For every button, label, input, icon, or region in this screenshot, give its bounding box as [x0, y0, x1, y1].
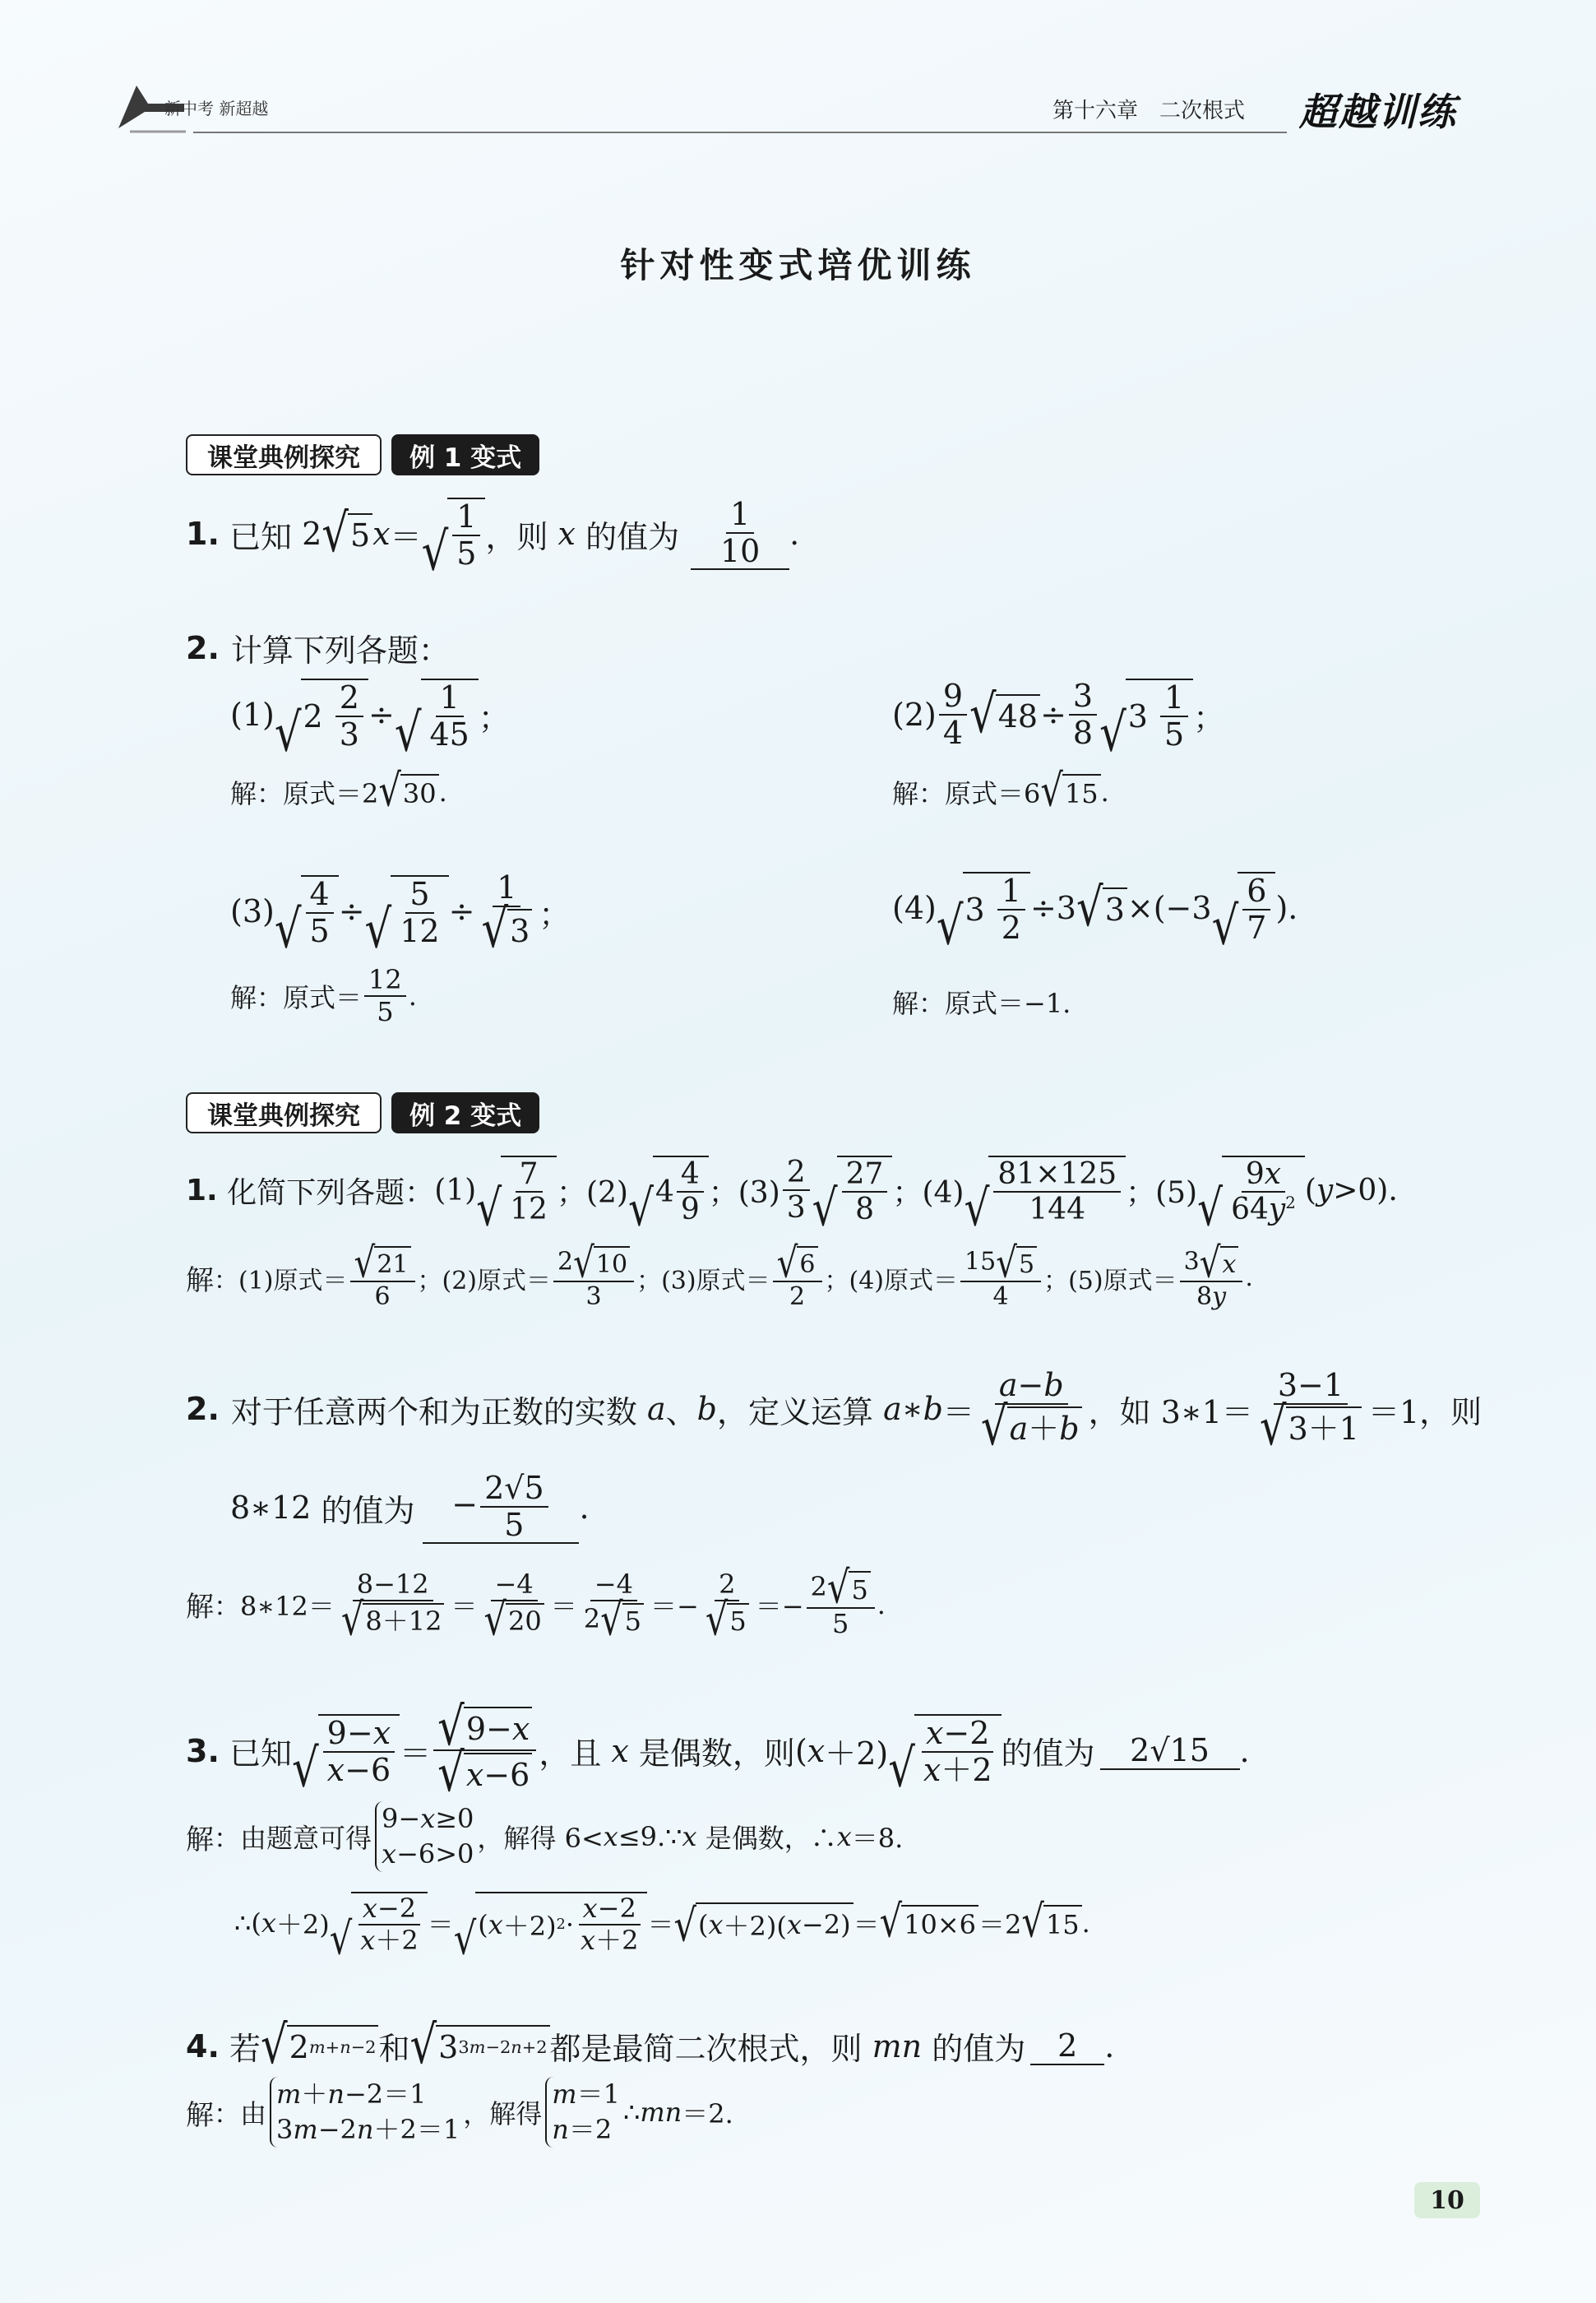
section-tag-label: 课堂典例探究 [186, 434, 382, 475]
question-number: 2. [186, 1391, 220, 1428]
answer-value: 2 [1057, 2027, 1078, 2064]
s2-question-3: 3. 已知 √ $\frac{9-x}{x-6}$ ＝ √ 9− x √ x −6 ，且 x 是偶数，则 ( x ＋2) √ $\frac{x-2}{x+2}$ 的值为 2√15 . [186, 1696, 1250, 1805]
s2-question-2-cont: 8∗12 的值为 − $\frac{2√5}{5}$ . [230, 1470, 590, 1543]
s1-q2-solution-3: 解：原式＝ $\frac{12}{5}$ . [230, 964, 417, 1027]
s2-question-1: 1. 化简下列各题： (1) √ $\frac{7}{12}$ ；(2) √ 4 $\frac{4}{9}$ ；(3) $\frac{2}{3}$ √ $\frac{27}{8}$ ；(4) √ $\frac{81\times 125}{144}$ ；(5) √ $\frac{9x}{64y^2}$ ( y >0). [186, 1156, 1398, 1238]
solution-root: 30 [400, 774, 439, 809]
section-tag-example-1 [186, 434, 539, 475]
s2-question-2: 2. 对于任意两个和为正数的实数 a 、 b ，定义运算 a ∗ b ＝ a−b √ a ＋ b ，如 3∗1＝ 3−1 √ 3＋1 ＝1 ，则 [186, 1367, 1483, 1458]
header-brand: 新中考 新超越 [164, 99, 269, 118]
solution-numerator: 12 [364, 966, 406, 997]
section-tag-variant: 例 1 变式 [391, 434, 539, 475]
answer-denominator: 10 [719, 532, 761, 569]
s1-question-1: 1. 已知 2 √ 5 x ＝ √ $\frac{1}{5}$ ，则 x 的值为 $\frac{1}{10}$ . [186, 496, 800, 584]
answer-denominator: 5 [504, 1506, 525, 1543]
question-number: 4. [186, 2027, 220, 2064]
s1-q2-part-3: (3) √ $\frac{4}{5}$ ÷ √ $\frac{5}{12}$ ÷ 1 √ 3 ； [230, 869, 571, 962]
page-number: 10 [1430, 2185, 1464, 2215]
s1-q2-part-2: (2) $\frac{9}{4}$ √ 48 ÷ $\frac{3}{8}$ √ 3 $\frac{1}{5}$ ； [892, 678, 1225, 765]
s1-question-2 [186, 625, 450, 670]
answer-numerator: 2√5 [480, 1472, 548, 1508]
s1-q2-part-4: (4) √ 3 $\frac{1}{2}$ ÷3 √ 3 ×(−3 √ $\frac{6}{7}$ ). [892, 873, 1298, 958]
question-number: 1. [186, 516, 220, 553]
section-tag-variant: 例 2 变式 [391, 1092, 539, 1133]
page-title: 针对性变式培优训练 [620, 245, 976, 285]
s1-q2-solution-2: 解：原式＝6 √ 15 . [892, 765, 1109, 818]
s2-q2-solution: 解 ：8∗12＝ 8−12 √ 8＋12 ＝ −4 √ 20 ＝ −4 2 √ 5 ＝− 2 √ 5 ＝− 2 √ 5 5 . [186, 1562, 886, 1646]
page-number-badge [1414, 2182, 1480, 2218]
solution-text: 解：原式＝6 [892, 778, 1041, 809]
header-series: 超越训练 [1299, 90, 1457, 134]
s2-q3-solution: 解 ：由题意可得 9−x≥0 x−6>0 ，解得 6< x ≤9.∵ x 是偶数，∴ x ＝8. [186, 1801, 903, 1872]
s1-q2-part-1: (1) √ 2 $\frac{2}{3}$ ÷ √ $\frac{1}{45}$ ； [230, 679, 510, 765]
section-tag-example-2 [186, 1092, 539, 1133]
solution-text: 解：原式＝ [230, 982, 363, 1014]
answer-blank: − $\frac{2√5}{5}$ [423, 1472, 579, 1544]
answer-blank [1100, 1732, 1240, 1770]
question-text: 对于任意两个和为正数的实数 [230, 1393, 637, 1430]
answer-blank [691, 498, 789, 570]
answer-blank [1030, 2027, 1104, 2065]
s2-q4-solution: 解 ：由 m＋n−2＝1 3m−2n＋2＝1 ，解得 m＝1 n＝2 ∴ mn ＝2. [186, 2077, 733, 2148]
s2-q3-solution-cont: ∴( x ＋2) √ $\frac{x-2}{x+2}$ ＝ √ ( x ＋2) 2 · $\frac{x-2}{x+2}$ ＝ √ ( x ＋2)( x −2) ＝ √ 10×6 ＝2 √ 15 . [234, 1893, 1090, 1966]
section-tag-label: 课堂典例探究 [186, 1092, 382, 1133]
s1-q2-solution-4 [892, 983, 1071, 1021]
header-chapter: 第十六章 二次根式 [1052, 99, 1246, 123]
solution-text: 解：原式＝−1. [892, 988, 1071, 1019]
solution-denominator: 5 [377, 995, 394, 1027]
solution-text: 解：原式＝2 [230, 778, 379, 809]
answer-value: 2√15 [1130, 1731, 1210, 1768]
question-number: 2. [186, 629, 220, 666]
question-text: 计算下列各题： [230, 633, 450, 669]
s1-q2-solution-1: 解：原式＝2 √ 30 . [230, 765, 447, 818]
question-number: 3. [186, 1732, 220, 1769]
answer-numerator: 1 [726, 498, 754, 534]
solution-root: 15 [1062, 774, 1101, 809]
header-rule [193, 132, 1287, 133]
s2-question-4: 4. 若 √ 2 m+n−2 和 √ 3 3m−2n+2 都是最简二次根式，则 mn 的值为 2 . [186, 2014, 1115, 2077]
question-number: 1. [186, 1173, 218, 1207]
s2-q1-solution: 解 ：(1)原式＝ √ 21 6 ；(2)原式＝ 2 √ 10 3 ；(3)原式＝ √ 6 2 ；(4)原式＝ 15 √ 5 4 ；(5)原式＝ 3 √ x 8y . [186, 1237, 1253, 1311]
